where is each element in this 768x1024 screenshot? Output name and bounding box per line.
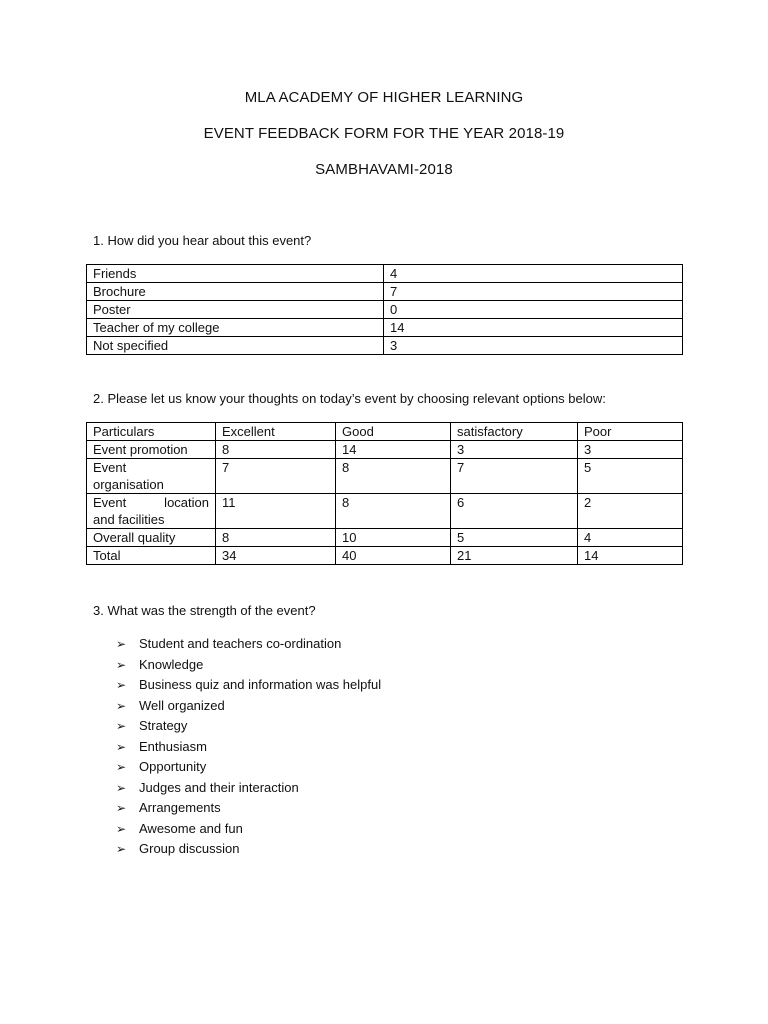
list-item <box>116 839 381 860</box>
list-item-text: Arrangements <box>139 800 221 815</box>
table-row <box>87 337 683 355</box>
poor-count: 3 <box>578 441 683 459</box>
event-name: SAMBHAVAMI-2018 <box>315 161 453 178</box>
excellent-count: 8 <box>216 441 336 459</box>
list-item-text: Opportunity <box>139 759 207 774</box>
arrow-bullet-icon: ➢ <box>116 821 127 836</box>
label-line: Event location <box>93 495 209 510</box>
poor-count: 2 <box>578 494 683 529</box>
table-header-row <box>87 423 683 441</box>
label-line: organisation <box>93 477 164 492</box>
arrow-bullet-icon: ➢ <box>116 657 127 672</box>
list-item <box>116 655 381 676</box>
arrow-bullet-icon: ➢ <box>116 698 127 713</box>
source-count: 7 <box>384 283 683 301</box>
list-item <box>116 819 381 840</box>
institution-title: MLA ACADEMY OF HIGHER LEARNING <box>244 89 524 106</box>
particular-label: Total <box>87 547 216 565</box>
satisfactory-count: 7 <box>451 459 578 494</box>
good-count: 40 <box>336 547 451 565</box>
excellent-count: 11 <box>216 494 336 529</box>
satisfactory-count: 21 <box>451 547 578 565</box>
list-item <box>116 634 381 655</box>
form-title: EVENT FEEDBACK FORM FOR THE YEAR 2018-19 <box>203 125 565 142</box>
source-count: 4 <box>384 265 683 283</box>
list-item <box>116 716 381 737</box>
list-item-text: Group discussion <box>139 841 240 856</box>
source-label: Brochure <box>87 283 384 301</box>
excellent-count: 7 <box>216 459 336 494</box>
arrow-bullet-icon: ➢ <box>116 719 127 733</box>
list-item-text: Strategy <box>139 718 188 733</box>
column-header: Poor <box>578 423 683 441</box>
column-header: Excellent <box>216 423 336 441</box>
source-count: 0 <box>384 301 683 319</box>
strength-list <box>116 634 381 860</box>
table-row <box>87 441 683 459</box>
table-row <box>87 547 683 565</box>
good-count: 8 <box>336 494 451 529</box>
arrow-bullet-icon: ➢ <box>116 842 127 856</box>
good-count: 14 <box>336 441 451 459</box>
list-item <box>116 798 381 819</box>
label-line: Event <box>93 460 127 475</box>
table-row <box>87 459 683 494</box>
arrow-bullet-icon: ➢ <box>116 678 127 692</box>
excellent-count: 8 <box>216 529 336 547</box>
list-item-text: Awesome and fun <box>139 820 243 836</box>
source-label: Not specified <box>87 337 384 355</box>
good-count: 8 <box>336 459 451 494</box>
rating-table <box>86 422 683 565</box>
column-header: Good <box>336 423 451 441</box>
particular-label <box>87 494 216 529</box>
arrow-bullet-icon: ➢ <box>116 637 127 651</box>
good-count: 10 <box>336 529 451 547</box>
excellent-count: 34 <box>216 547 336 565</box>
source-label: Friends <box>87 265 384 283</box>
question-2: 2. Please let us know your thoughts on today’s event by choosing relevant options below: <box>93 391 606 406</box>
list-item <box>116 675 381 696</box>
source-count: 14 <box>384 319 683 337</box>
satisfactory-count: 6 <box>451 494 578 529</box>
list-item-text: Well organized <box>139 697 225 713</box>
table-row <box>87 301 683 319</box>
question-3: 3. What was the strength of the event? <box>93 603 316 618</box>
label-line: and facilities <box>93 512 165 527</box>
list-item-text: Judges and their interaction <box>139 779 299 795</box>
satisfactory-count: 3 <box>451 441 578 459</box>
list-item-text: Enthusiasm <box>139 738 207 754</box>
particular-label: Event promotion <box>87 441 216 459</box>
list-item-text: Knowledge <box>139 656 204 672</box>
column-header: satisfactory <box>451 423 578 441</box>
question-1: 1. How did you hear about this event? <box>93 233 312 248</box>
arrow-bullet-icon: ➢ <box>116 801 127 815</box>
poor-count: 4 <box>578 529 683 547</box>
list-item-text: Student and teachers co-ordination <box>139 636 342 651</box>
source-label: Poster <box>87 301 384 319</box>
satisfactory-count: 5 <box>451 529 578 547</box>
table-row <box>87 494 683 529</box>
source-count: 3 <box>384 337 683 355</box>
table-row <box>87 265 683 283</box>
table-row <box>87 319 683 337</box>
source-label: Teacher of my college <box>87 319 384 337</box>
poor-count: 5 <box>578 459 683 494</box>
list-item <box>116 696 381 717</box>
particular-label <box>87 459 216 494</box>
list-item-text: Business quiz and information was helpful <box>139 677 382 692</box>
table-row <box>87 283 683 301</box>
arrow-bullet-icon: ➢ <box>116 780 127 795</box>
table-row <box>87 529 683 547</box>
arrow-bullet-icon: ➢ <box>116 739 127 754</box>
column-header: Particulars <box>87 423 216 441</box>
source-table <box>86 264 683 355</box>
poor-count: 14 <box>578 547 683 565</box>
list-item <box>116 737 381 758</box>
arrow-bullet-icon: ➢ <box>116 760 127 774</box>
list-item <box>116 778 381 799</box>
particular-label: Overall quality <box>87 529 216 547</box>
list-item <box>116 757 381 778</box>
